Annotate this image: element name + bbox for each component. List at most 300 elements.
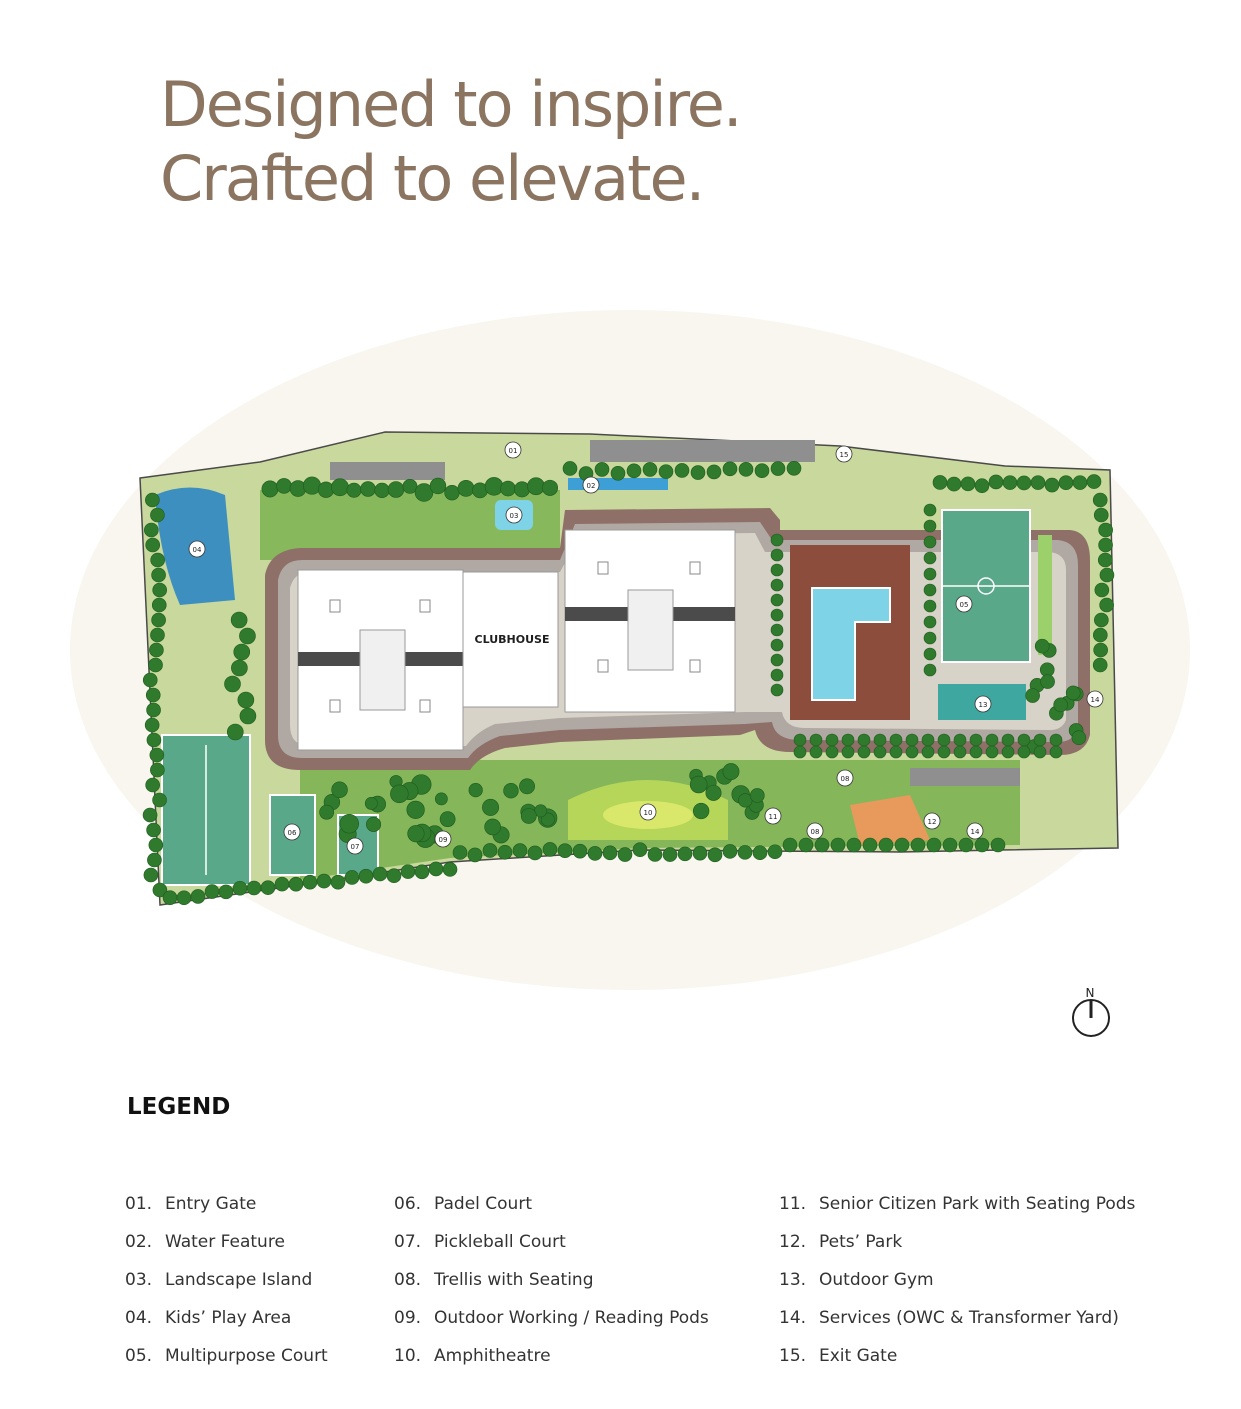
tree-icon [1100,568,1114,582]
tree-icon [691,466,705,480]
tree-icon [874,746,886,758]
tree-icon [1059,476,1073,490]
tree-icon [874,734,886,746]
tree-icon [693,803,709,819]
tree-icon [1031,476,1045,490]
tree-icon [144,523,158,537]
legend-label: Amphitheatre [434,1346,551,1366]
tree-icon [453,846,467,860]
tree-icon [810,734,822,746]
tree-icon [521,808,536,823]
tree-icon [723,462,737,476]
tree-icon [150,748,164,762]
tree-icon [771,462,785,476]
court-strip [1038,535,1052,655]
tree-icon [318,482,334,498]
tree-icon [504,783,519,798]
map-marker-label: 08 [840,775,850,783]
tree-icon [970,734,982,746]
tree-icon [723,763,739,779]
legend-label: Padel Court [434,1194,532,1214]
parking-north [590,440,815,462]
map-marker-08 [807,823,823,839]
tree-icon [1099,538,1113,552]
legend-label: Kids’ Play Area [165,1308,292,1328]
tree-icon [331,479,348,496]
tree-icon [239,628,255,644]
legend-label: Exit Gate [819,1346,898,1366]
tree-icon [738,845,752,859]
tree-icon [938,746,950,758]
tree-icon [320,805,334,819]
map-marker-label: 14 [970,828,980,836]
tree-icon [144,868,158,882]
tree-icon [1093,628,1107,642]
tree-icon [943,838,957,852]
legend-label: Services (OWC & Transformer Yard) [819,1308,1119,1328]
map-marker-label: 05 [959,601,969,609]
tree-icon [401,865,415,879]
tree-icon [152,568,166,582]
tree-icon [483,843,497,857]
tree-icon [924,568,936,580]
map-marker-14 [967,823,983,839]
tree-icon [768,845,782,859]
tree-icon [706,785,721,800]
legend-number: 02. [125,1232,153,1252]
tree-icon [435,793,447,805]
tree-icon [429,862,443,876]
tree-icon [858,746,870,758]
map-marker-label: 07 [350,843,360,851]
tree-icon [595,462,609,476]
tree-icon [303,477,321,495]
tree-icon [238,692,254,708]
map-marker-label: 11 [768,813,778,821]
tree-icon [482,799,498,815]
tree-icon [1095,583,1109,597]
legend-label: Senior Citizen Park with Seating Pods [819,1194,1136,1214]
legend-label: Trellis with Seating [434,1270,594,1290]
tree-icon [1098,553,1112,567]
tree-icon [366,817,380,831]
legend-number: 14. [779,1308,807,1328]
tree-icon [771,564,783,576]
tree-icon [815,838,829,852]
tree-icon [153,583,167,597]
tree-icon [690,776,707,793]
tree-icon [643,462,657,476]
tree-icon [787,461,801,475]
tree-icon [627,464,641,478]
map-marker-label: 13 [978,701,988,709]
tree-icon [924,504,936,516]
tree-icon [618,848,632,862]
legend-label: Pickleball Court [434,1232,566,1252]
tree-icon [588,846,602,860]
map-marker-label: 03 [509,512,519,520]
legend-number: 01. [125,1194,153,1214]
tree-icon [1093,493,1107,507]
tree-icon [345,870,359,884]
tree-icon [361,482,376,497]
tree-icon [149,658,163,672]
map-marker-04 [189,541,205,557]
tree-icon [152,598,166,612]
tree-icon [147,733,161,747]
tree-icon [924,600,936,612]
tree-icon [959,838,973,852]
headline [160,68,741,216]
legend-number: 13. [779,1270,807,1290]
tree-icon [1050,746,1062,758]
tree-icon [989,475,1003,489]
tree-icon [146,538,160,552]
tree-icon [468,848,482,862]
tree-icon [227,724,243,740]
tree-icon [826,746,838,758]
legend-number: 04. [125,1308,153,1328]
tree-icon [1093,658,1107,672]
legend-number: 08. [394,1270,422,1290]
legend-label: Landscape Island [165,1270,313,1290]
tree-icon [147,853,161,867]
tree-icon [430,478,446,494]
tree-icon [408,825,425,842]
tree-icon [750,788,764,802]
legend-label: Pets’ Park [819,1232,903,1252]
tree-icon [947,477,961,491]
tree-icon [842,734,854,746]
tree-icon [388,482,404,498]
legend-label: Outdoor Working / Reading Pods [434,1308,709,1328]
tree-icon [145,493,159,507]
tree-icon [225,676,241,692]
tree-icon [527,478,544,495]
tree-icon [485,819,501,835]
tree-icon [1018,734,1030,746]
tree-icon [543,842,557,856]
tree-icon [927,838,941,852]
tree-icon [365,797,377,809]
legend-number: 11. [779,1194,807,1214]
tree-icon [485,477,503,495]
north-compass [1073,986,1109,1036]
tree-icon [163,891,177,905]
tree-icon [1045,478,1059,492]
tree-icon [1054,698,1068,712]
tree-icon [924,584,936,596]
tree-icon [924,664,936,676]
tree-icon [954,746,966,758]
tree-icon [513,844,527,858]
tree-icon [233,881,247,895]
tree-icon [240,708,256,724]
map-marker-label: 01 [508,447,518,455]
tree-icon [771,534,783,546]
map-marker-07 [347,838,363,854]
tree-icon [262,481,278,497]
tree-icon [407,801,425,819]
tree-icon [514,482,529,497]
legend-number: 09. [394,1308,422,1328]
map-marker-label: 10 [643,809,653,817]
tree-icon [933,475,947,489]
tree-icon [810,746,822,758]
tree-icon [1050,734,1062,746]
tree-icon [1094,613,1108,627]
tree-icon [219,885,233,899]
tree-icon [1100,598,1114,612]
legend-label: Water Feature [165,1232,285,1252]
tree-icon [707,465,721,479]
tree-icon [771,549,783,561]
tree-icon [938,734,950,746]
tree-icon [277,478,292,493]
tree-icon [678,847,692,861]
tree-icon [961,477,975,491]
tree-icon [924,632,936,644]
tree-icon [954,734,966,746]
tree-icon [261,881,275,895]
tree-icon [359,869,373,883]
map-marker-11 [765,808,781,824]
tree-icon [906,734,918,746]
map-marker-05 [956,596,972,612]
tree-icon [1002,734,1014,746]
tree-icon [771,654,783,666]
map-marker-08 [837,770,853,786]
tree-icon [469,783,483,797]
tree-icon [150,763,164,777]
tree-icon [986,734,998,746]
legend-title: LEGEND [127,1094,231,1120]
tree-icon [783,838,797,852]
tree-icon [663,848,677,862]
tree-icon [1034,734,1046,746]
tree-icon [922,734,934,746]
tree-icon [693,846,707,860]
legend-label: Outdoor Gym [819,1270,934,1290]
tree-icon [842,746,854,758]
tree-icon [986,746,998,758]
parking-north-west [330,462,445,480]
legend-number: 12. [779,1232,807,1252]
map-marker-13 [975,696,991,712]
tree-icon [922,746,934,758]
site-master-plan [0,230,1241,1070]
tree-icon [794,734,806,746]
tree-icon [911,838,925,852]
tree-icon [924,536,936,548]
tree-icon [340,814,359,833]
clubhouse-label: CLUBHOUSE [474,633,550,646]
tree-icon [603,846,617,860]
tree-icon [519,779,534,794]
legend-number: 10. [394,1346,422,1366]
west-towers [298,570,463,750]
tree-icon [879,838,893,852]
tree-icon [440,812,455,827]
tree-icon [1002,746,1014,758]
tree-icon [1094,643,1108,657]
map-marker-01 [505,442,521,458]
tree-icon [275,877,289,891]
tree-icon [771,669,783,681]
tree-icon [150,628,164,642]
tree-icon [289,877,303,891]
tree-icon [149,643,163,657]
map-marker-label: 14 [1090,696,1100,704]
tree-icon [1041,675,1055,689]
map-marker-label: 02 [586,482,596,490]
east-towers [565,530,735,712]
legend-number: 05. [125,1346,153,1366]
tree-icon [573,844,587,858]
tree-icon [149,838,163,852]
map-marker-06 [284,824,300,840]
tree-icon [231,612,247,628]
tree-icon [1017,476,1031,490]
tree-icon [373,867,387,881]
tree-icon [611,466,625,480]
tree-icon [890,746,902,758]
tree-icon [542,480,557,495]
tree-icon [501,481,516,496]
tree-icon [1087,475,1101,489]
tree-icon [794,746,806,758]
tree-icon [445,485,460,500]
tree-icon [863,838,877,852]
tree-icon [498,845,512,859]
tree-icon [1035,639,1049,653]
tree-icon [332,782,348,798]
tree-icon [659,465,673,479]
map-marker-12 [924,813,940,829]
tree-icon [347,483,361,497]
legend-label: Entry Gate [165,1194,257,1214]
tree-icon [970,746,982,758]
tree-icon [924,552,936,564]
tree-icon [143,808,157,822]
legend-number: 06. [394,1194,422,1214]
map-marker-09 [435,831,451,847]
headline-line-2: Crafted to elevate. [160,142,704,215]
tree-icon [1018,746,1030,758]
tree-icon [771,684,783,696]
tree-icon [771,639,783,651]
map-marker-15 [836,446,852,462]
tree-icon [1073,476,1087,490]
tree-icon [1026,689,1040,703]
tree-icon [443,862,457,876]
tree-icon [648,848,662,862]
tree-icon [753,846,767,860]
headline-line-1: Designed to inspire. [160,68,741,141]
tree-icon [390,785,408,803]
tree-icon [151,553,165,567]
tree-icon [415,865,429,879]
tree-icon [1099,523,1113,537]
tree-icon [146,688,160,702]
tree-icon [191,889,205,903]
map-marker-10 [640,804,656,820]
tree-icon [247,881,261,895]
tree-icon [739,462,753,476]
tree-icon [303,875,317,889]
tree-icon [924,648,936,660]
map-marker-02 [583,477,599,493]
tree-icon [831,838,845,852]
map-marker-label: 09 [438,836,448,844]
map-marker-14 [1087,691,1103,707]
tree-icon [147,703,161,717]
tree-icon [858,734,870,746]
tree-icon [528,846,542,860]
tree-icon [991,838,1005,852]
tree-icon [1003,476,1017,490]
tree-icon [150,508,164,522]
tree-icon [723,844,737,858]
tree-icon [205,885,219,899]
tree-icon [146,778,160,792]
tree-icon [558,844,572,858]
legend-number: 03. [125,1270,153,1290]
tree-icon [826,734,838,746]
legend-number: 07. [394,1232,422,1252]
tree-icon [771,594,783,606]
tree-icon [153,793,167,807]
map-marker-label: 08 [810,828,820,836]
tree-icon [633,843,647,857]
tree-icon [1094,508,1108,522]
map-marker-03 [506,507,522,523]
map-marker-label: 12 [927,818,937,826]
tree-icon [675,463,689,477]
tree-icon [847,838,861,852]
tree-icon [906,746,918,758]
tree-icon [152,613,166,627]
tree-icon [143,673,157,687]
map-marker-label: 06 [287,829,297,837]
tree-icon [895,838,909,852]
legend-label: Multipurpose Court [165,1346,328,1366]
compass-north-label: N [1085,986,1095,1000]
legend-number: 15. [779,1346,807,1366]
tree-icon [317,874,331,888]
tree-icon [563,461,577,475]
map-marker-label: 04 [192,546,202,554]
tree-icon [771,579,783,591]
tree-icon [975,479,989,493]
tree-icon [375,483,390,498]
parking-south-east [910,768,1020,786]
tree-icon [890,734,902,746]
tree-icon [799,838,813,852]
tree-icon [924,520,936,532]
tree-icon [231,660,247,676]
tree-icon [1034,746,1046,758]
tree-icon [145,718,159,732]
tree-icon [234,644,250,660]
tree-icon [771,609,783,621]
tree-icon [1072,731,1086,745]
tree-icon [1066,686,1080,700]
tree-icon [331,875,345,889]
tree-icon [387,869,401,883]
tree-icon [458,480,474,496]
map-marker-label: 15 [839,451,849,459]
